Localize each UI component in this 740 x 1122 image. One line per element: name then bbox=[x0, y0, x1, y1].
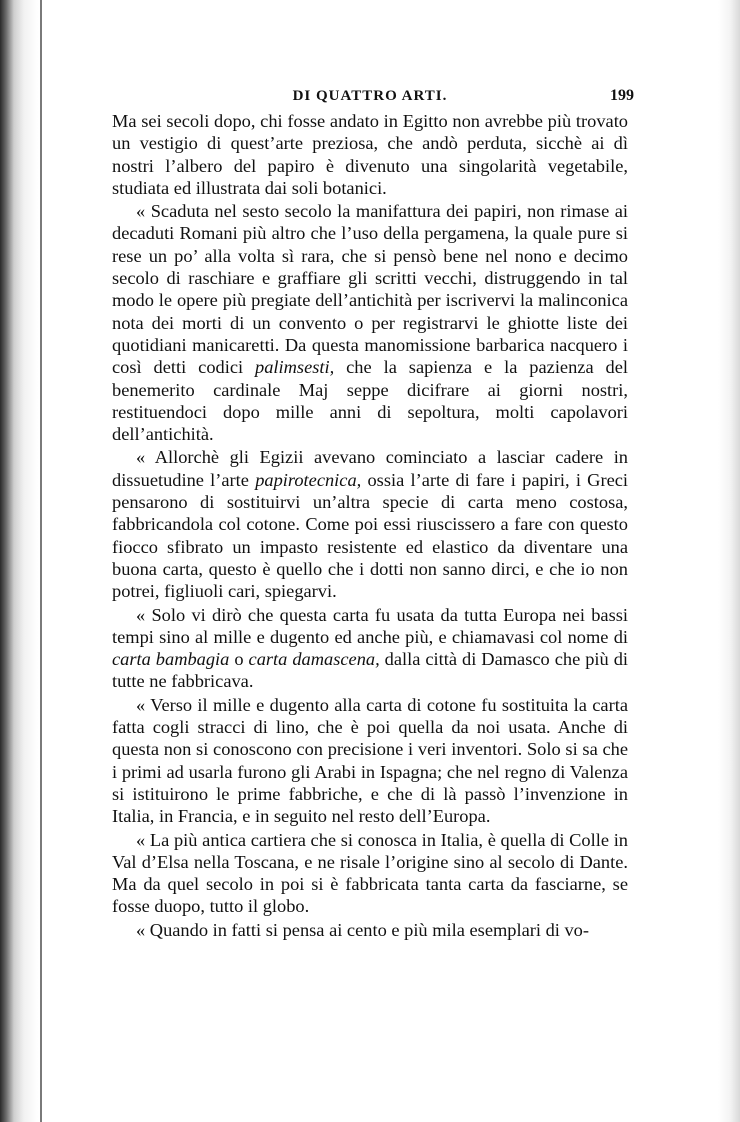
italic-term: papirotecnica, bbox=[255, 469, 362, 490]
text-run: « Allorchè gli Egizii avevano cominciato a lasciar cadere in dissuetudine l’arte bbox=[112, 447, 628, 490]
binding-gutter-line bbox=[40, 0, 42, 1122]
paragraph bbox=[112, 829, 628, 918]
running-head: DI QUATTRO ARTI. bbox=[292, 88, 448, 104]
text-run: « La più antica cartiera che si conosca in Italia, è quella di Colle in Val d’Elsa nella Toscana, e ne risale l’origine sino al secolo di Dante. Ma da quel secolo in poi si è fabbricata tanta carta da fasciarne, se fosse duopo, tutto il globo. bbox=[112, 829, 628, 917]
page-number: 199 bbox=[610, 87, 634, 104]
text-run: ossia l’arte di fare i papiri, i Greci pensarono di sostituirvi un’altra specie di carta meno costosa, fabbricandola col cotone. Come poi essi riuscissero a fare con questo fiocco sfibrato un impasto resistente ed elastico da diventare una buona carta, questo è quello che i dotti non sanno dirci, e che io non potrei, figliuoli cari, spiegarvi. bbox=[112, 469, 628, 602]
text-run: Ma sei secoli dopo, chi fosse andato in Egitto non avrebbe più trovato un vestigio di quest’arte preziosa, che andò perduta, sicchè ai dì nostri l’albero del papiro è divenuto una singolarità vegetabile, studiata ed illustrata dai soli botanici. bbox=[112, 111, 628, 198]
body-text bbox=[112, 110, 628, 941]
page-header bbox=[112, 84, 634, 110]
paragraph bbox=[112, 694, 628, 828]
paragraph bbox=[112, 604, 628, 693]
italic-term: carta bambagia bbox=[112, 649, 230, 670]
scan-shadow-right bbox=[718, 0, 740, 1122]
text-run: « Verso il mille e dugento alla carta di cotone fu sostituita la carta fatta cogli stracci di lino, che è poi quella da noi usata. Anche di questa non si conoscono con precisione i veri inventori. Solo si sa che i primi ad usarla furono gli Arabi in Ispagna; che nel regno di Valenza si istituirono le prime fabbriche, e che di là passò l’invenzione in Italia, in Francia, e in seguito nel resto dell’Europa. bbox=[112, 694, 628, 827]
paragraph bbox=[112, 110, 628, 199]
paragraph bbox=[112, 200, 628, 445]
paragraph bbox=[112, 446, 628, 602]
book-page bbox=[112, 84, 634, 941]
italic-term: carta damascena, bbox=[248, 649, 380, 670]
paragraph bbox=[112, 919, 628, 941]
text-run: o bbox=[229, 649, 249, 670]
text-run: « Scaduta nel sesto secolo la manifattura dei papiri, non rimase ai decaduti Romani più altro che l’uso della pergamena, la quale pure si rese un po’ alla volta sì rara, che si pensò bene nel nono e decimo secolo di raschiare e graffiare gli scritti vecchi, distruggendo in tal modo le opere più pregiate dell’antichità per iscrivervi la malinconica nota dei morti di un convento o per registrarvi le ghiotte liste dei quotidiani manicaretti. Da questa manomissione barbarica nacquero i così detti codici bbox=[112, 201, 628, 378]
text-run: « Quando in fatti si pensa ai cento e più mila esemplari di vo- bbox=[136, 919, 590, 940]
text-run: dalla città di Damasco che più di tutte ne fabbricava. bbox=[112, 649, 629, 692]
text-run: « Solo vi dirò che questa carta fu usata da tutta Europa nei bassi tempi sino al mille e dugento ed anche più, e chiamavasi col nome di bbox=[112, 604, 628, 647]
scan-shadow-left bbox=[0, 0, 38, 1122]
text-run: che la sapienza e la pazienza del benemerito cardinale Maj seppe dicifrare ai giorni nostri, restituendoci dopo mille anni di sepoltura, molti capolavori dell’antichità. bbox=[112, 357, 629, 445]
italic-term: palimsesti, bbox=[255, 357, 335, 378]
